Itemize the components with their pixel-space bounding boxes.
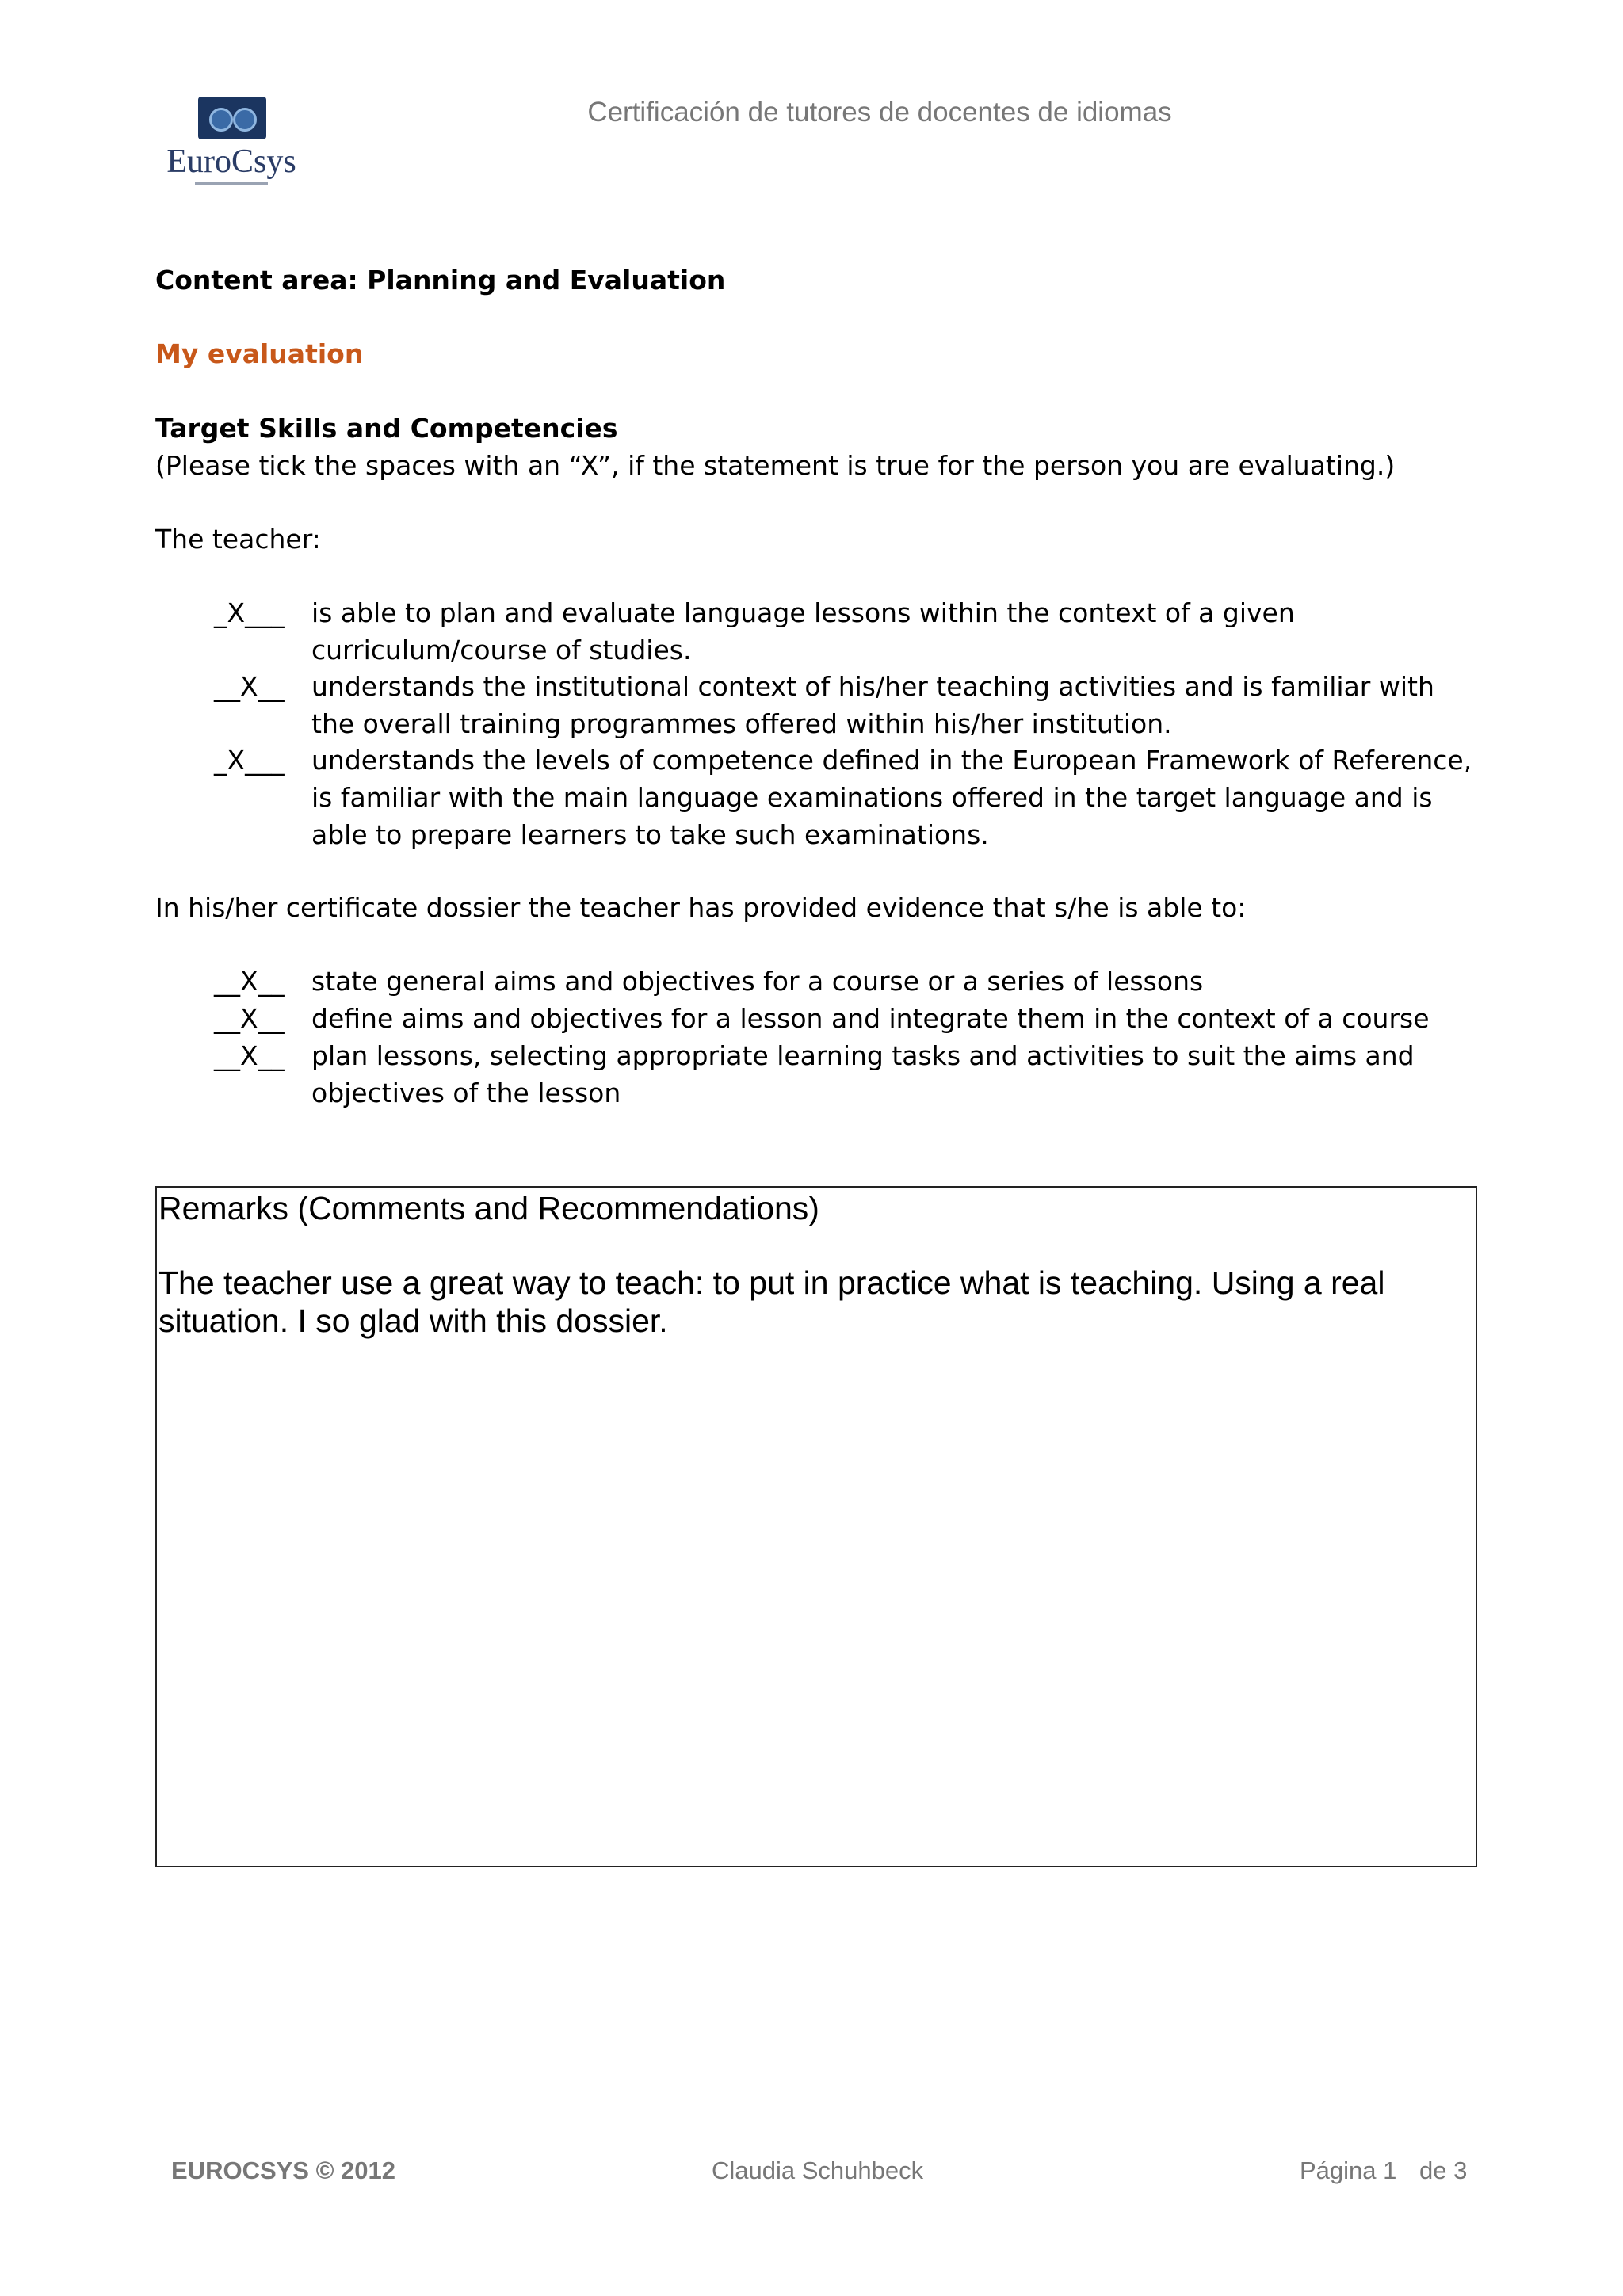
logo-mark-icon [198, 97, 266, 139]
remarks-box[interactable] [155, 1186, 1477, 1867]
section-title: My evaluation [155, 338, 364, 369]
statement-text: define aims and objectives for a lesson and integrate them in the context of a course [311, 1003, 1430, 1034]
header-title: Certificación de tutores de docentes de idiomas [587, 97, 1172, 128]
checkbox-mark[interactable]: __X__ [214, 671, 285, 702]
teacher-intro: The teacher: [155, 524, 321, 555]
instruction-text: (Please tick the spaces with an “X”, if the statement is true for the person you are evaluating.) [155, 450, 1396, 481]
footer-copyright: EUROCSYS © 2012 [171, 2157, 396, 2184]
remarks-title: Remarks (Comments and Recommendations) [158, 1190, 819, 1226]
logo-text: EuroCsys [166, 143, 296, 180]
statement-text: state general aims and objectives for a course or a series of lessons [311, 966, 1204, 997]
checkbox-mark[interactable]: __X__ [214, 1040, 285, 1071]
footer-author: Claudia Schuhbeck [712, 2157, 924, 2184]
checkbox-mark[interactable]: _X___ [214, 597, 285, 628]
target-skills-heading: Target Skills and Competencies [155, 413, 618, 444]
remarks-body[interactable]: The teacher use a great way to teach: to put in practice what is teaching. Using a real situation. I so glad with this dossier. [158, 1264, 1385, 1339]
logo-tagline-icon [195, 182, 268, 185]
dossier-intro: In his/her certificate dossier the teacher has provided evidence that s/he is able to: [155, 892, 1247, 923]
checkbox-mark[interactable]: __X__ [214, 966, 285, 997]
footer-page-number: Página 1 [1300, 2157, 1397, 2184]
checkbox-mark[interactable]: _X___ [214, 745, 285, 776]
checkbox-mark[interactable]: __X__ [214, 1003, 285, 1034]
statement-text: plan lessons, selecting appropriate learning tasks and activities to suit the aims and objectives of the lesson [311, 1040, 1415, 1108]
eurocsys-logo [155, 93, 307, 189]
statement-text: understands the levels of competence defined in the European Framework of Reference, is familiar with the main language examinations offered in the target language and is able to prepare learners to take such examinations. [311, 745, 1472, 850]
content-area-heading: Content area: Planning and Evaluation [155, 265, 726, 296]
statement-text: understands the institutional context of his/her teaching activities and is familiar with the overall training programmes offered within his/her institution. [311, 671, 1434, 739]
footer-page-total: de 3 [1419, 2157, 1468, 2184]
statement-text: is able to plan and evaluate language lessons within the context of a given curriculum/course of studies. [311, 597, 1295, 666]
